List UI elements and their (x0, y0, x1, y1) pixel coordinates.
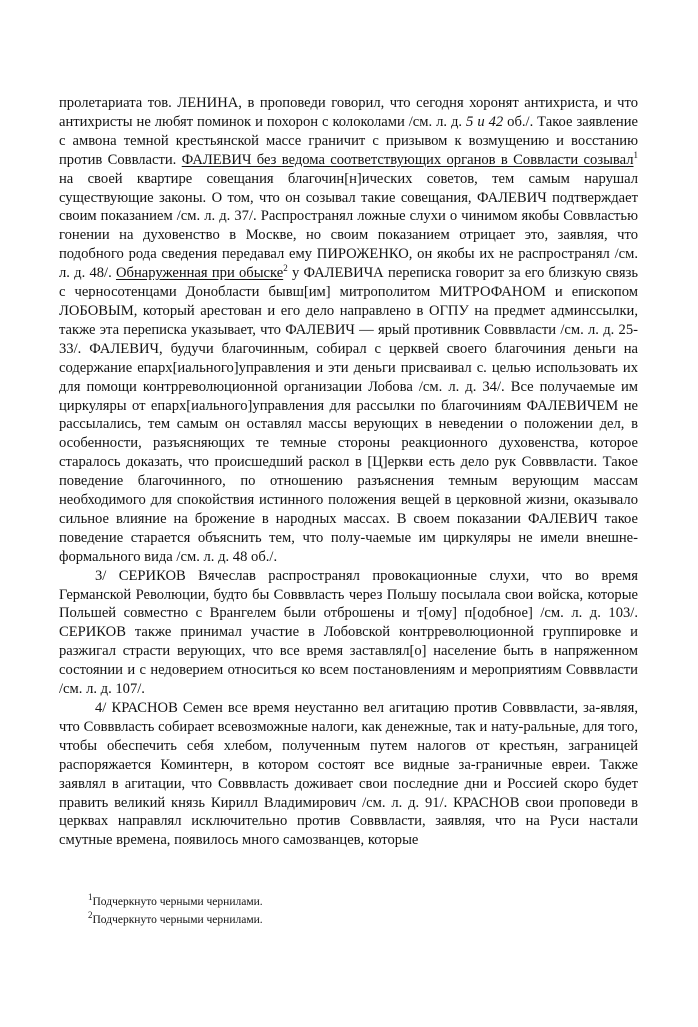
page-ref: 42 (488, 113, 504, 130)
page-ref: 5 (466, 113, 474, 130)
paragraph-serikov: 3/ СЕРИКОВ Вячеслав распространял провокационные слухи, что во время Германской Революции, будто бы Совввласть через Польшу посылала свои войска, которые Польшей совместно с Врангелем были отброшены и т[ому] п[одобное] /см. л. д. 103/. СЕРИКОВ также принимал участие в Лобовской контрреволюционной группировке и разжигал страсти верующих, что все время заставлял[о] население быть в напряженном состоянии и с недоверием относиться ко всем постановлениям и мероприятиям Совввласти /см. л. д. 107/. (59, 567, 638, 698)
footnote-ref: 1 (633, 149, 638, 160)
text-run: пролетариата тов. ЛЕНИНА, в проповеди говорил, что сегодня хоронят антихриста, и что антихристы не любят поминок и похорон с колоколами /см. л. д. (59, 95, 638, 130)
paragraph-krasnov: 4/ КРАСНОВ Семен все время неустанно вел агитацию против Совввласти, за-являя, что Совввласть собирает всевозможные налоги, как денежные, так и нату-ральные, для того, чтобы обеспечить себя хлебом, полученным путем налогов от крестьян, заграницей распоряжается Коминтерн, в котором состоят все видные за-граничные евреи. Также заявлял в агитации, что Совввласть доживает свои последние дни и Россией скоро будет править великий князь Кирилл Владимирович /см. л. д. 91/. КРАСНОВ свои проповеди в церквах направлял исключительно против Совввласти, заявляя, что на Руси настали смутные времена, появилось много самозванцев, которые (59, 700, 638, 849)
document-body (59, 94, 638, 850)
footnote-mark: 2 (88, 910, 93, 921)
paragraph-falevich (59, 94, 638, 567)
footnote-ref: 2 (283, 263, 288, 274)
text-run: у ФАЛЕВИЧА переписка говорит за его близкую связь с черносотенцами Донобласти бывш[им] митрополитом МИТРОФАНОМ и епископом ЛОБОВЫМ, который арестован и его дело направлено в ОГПУ на предмет админссылки, также эта переписка указывает, что ФАЛЕВИЧ — ярый противник Совввласти /см. л. д. 25-33/. ФАЛЕВИЧ, будучи благочинным, собирал с церквей своего благочиния деньги на содержание епарх[иального]управления и эти деньги присваивал с. целью использовать их для помощи контрреволюционной организации Лобова /см. л. д. 34/. Все получаемые им циркуляры от епарх[иального]управления для рассылки по благочиниям ФАЛЕВИЧЕМ не рассылались, тем самым он оставлял массы верующих в неведении о положении дел, в особенности, разъясняющих те темные стороны реакционного духовенства, которое старалось доказать, что происшедший раскол в [Ц]еркви есть дело рук Совввласти. Такое поведение благочинного, по отношению разъяснения темным верующим массам необходимого для спокойствия истинного положения вещей в церковной жизни, оказывало сильное влияние на брожение в народных массах. В своем показании ФАЛЕВИЧ такое поведение старается объяснить тем, что полу-чаемые им циркуляры не имели внешне-формального вида /см. л. д. 48 об./. (59, 265, 638, 565)
text-run: об./. Такое заявление с амвона темной крестьянской массе граничит с призывом к возмущению и восстанию против Соввласти. (59, 113, 638, 168)
conjunction: и (477, 113, 485, 130)
footnote (88, 911, 608, 929)
footnote-text: Подчеркнуто черными чернилами. (92, 914, 263, 926)
underlined-text: ФАЛЕВИЧ без ведома соответствующих органов в Соввласти созывал (181, 151, 634, 168)
text-run: на своей квартире совещания благочин[н]ических советов, тем самым нарушал существующие законы. О том, что он созывал такие совещания, ФАЛЕВИЧ подтверждает своим показанием /см. л. д. 37/. Распространял ложные слухи о чинимом якобы Соввластью гонении на духовенство в Москве, но своим показанием отрицает это, заявляя, что подобного рода сведения передавал ему ПИРОЖЕНКО, он якобы их не распространял /см. л. д. 48/. (59, 170, 638, 282)
footnote (88, 893, 608, 911)
underlined-text: Обнаруженная при обыске (115, 265, 284, 282)
footnote-mark: 1 (88, 892, 93, 903)
footnote-text: Подчеркнуто черными чернилами. (92, 896, 263, 908)
footnotes (88, 893, 608, 929)
